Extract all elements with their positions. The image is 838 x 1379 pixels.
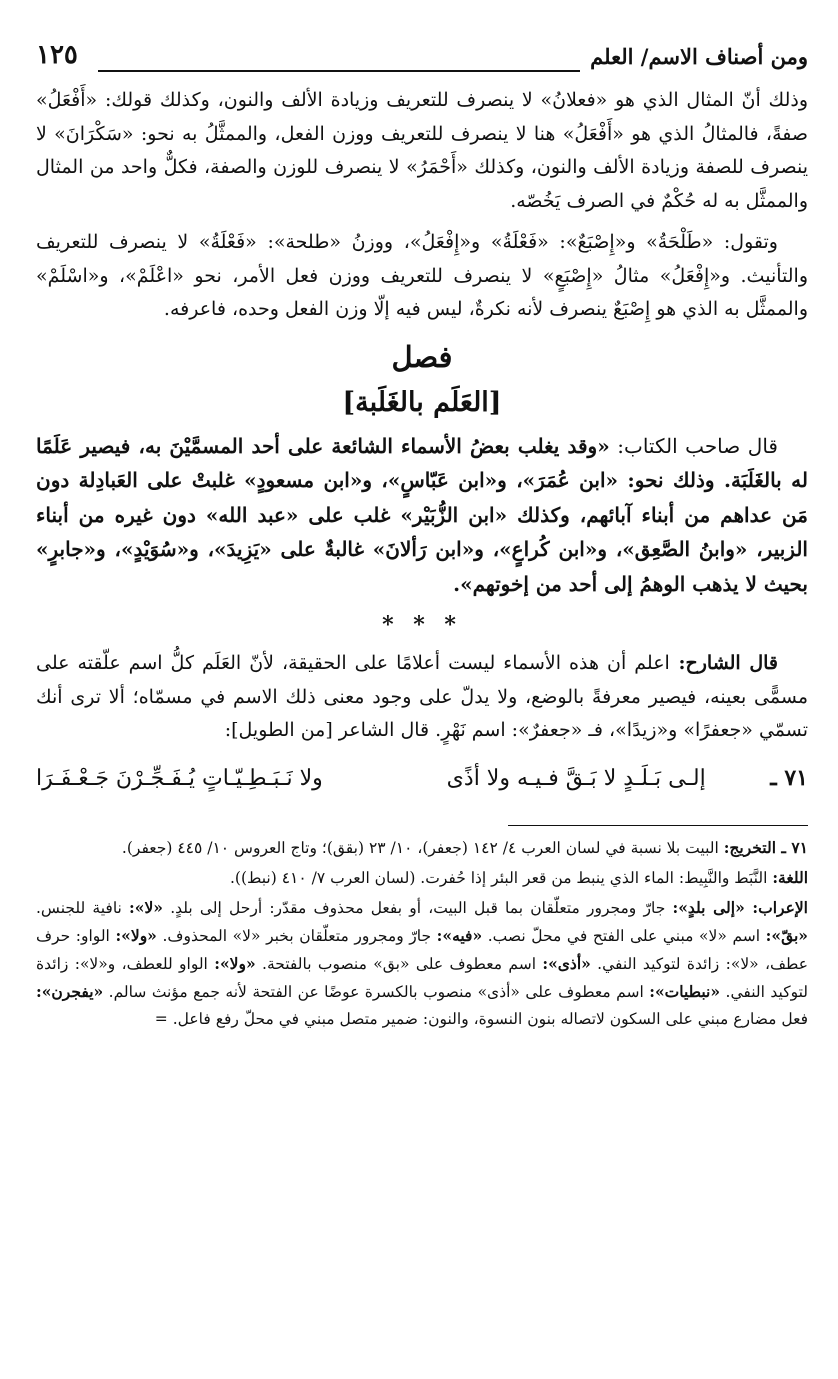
irab-label: الإعراب: bbox=[752, 897, 808, 917]
verse-hemistich-1: إلـى بَـلَـدٍ لا بَـقَّ فـيـه ولا أذًى bbox=[446, 765, 706, 791]
section-subtitle: [العَلَم بالغَلَبة] bbox=[342, 386, 502, 418]
continuation-mark: = bbox=[154, 1009, 168, 1028]
footnote-takhrij bbox=[36, 834, 808, 862]
poem-verse bbox=[36, 758, 808, 799]
takhrij-text: البيت بلا نسبة في لسان العرب ٤/ ١٤٢ (جعفر)، ١٠/ ٢٣ (بقق)؛ وتاج العروس ١٠/ ٤٤٥ (جعفر). bbox=[121, 838, 724, 857]
takhrij-label: ٧١ ـ التخريج: bbox=[723, 837, 808, 857]
commentary-lead: قال الشارح: bbox=[669, 652, 778, 674]
page-number: ١٢٥ bbox=[36, 40, 78, 70]
verse-hemistich-2: ولا نَـبَـطِـيّـاتٍ يُـفَـجِّـرْنَ جَـعْـفَـرَا bbox=[36, 765, 323, 791]
irab-term: «لا»: bbox=[129, 897, 163, 917]
irab-text: فعل مضارع مبني على السكون لاتصاله بنون النسوة، والنون: ضمير متصل مبني في محلّ رفع فاعل. bbox=[172, 1009, 808, 1028]
footnote-lugha bbox=[36, 864, 808, 892]
header-rule bbox=[98, 70, 580, 72]
irab-term: «أذى»: bbox=[542, 953, 591, 973]
running-title: ومن أصناف الاسم/ العلم bbox=[590, 44, 808, 69]
section-title: فصل bbox=[391, 339, 453, 374]
irab-term: «نبطيات»: bbox=[649, 981, 721, 1001]
book-page bbox=[36, 40, 809, 1033]
irab-term: «ولا»: bbox=[214, 953, 256, 973]
footnote-irab bbox=[36, 894, 808, 1033]
irab-term: «يفجرن»: bbox=[36, 981, 104, 1001]
irab-text: الواو للعطف، و«لا»: زائدة لتوكيد النفي. bbox=[36, 954, 808, 1001]
lugha-text: النَّبَط والنَّبِيط: الماء الذي ينبط من قعر البئر إذا حُفرت. (لسان العرب ٧/ ٤١٠ (نبط)). bbox=[230, 868, 773, 887]
irab-text: اسم معطوف على «أذى» منصوب بالكسرة عوضًا عن الفتحة لأنه جمع مؤنث سالم. bbox=[103, 982, 650, 1001]
author-quote bbox=[36, 429, 808, 602]
irab-text: اسم «لا» مبني على الفتح في محلّ نصب. bbox=[482, 926, 766, 945]
body-paragraph-1: وذلك أنّ المثال الذي هو «فعلانُ» لا ينصرف للتعريف وزيادة الألف والنون، وكذلك قولك: «أَفْعَلُ» صفةً، فالمثالُ الذي هو «أَفْعَلُ» هنا لا ينصرف للتعريف ووزن الفعل، والممثَّلُ به نحو: «سَكْرَانَ» لا ينصرف للصفة وزيادة الألف والنون، وكذلك «أَحْمَرُ» لا ينصرف للوزن والصفة، فكلٌّ واحد من المثال والممثَّل به له حُكْمٌ في الصرف يَخُصّه. bbox=[36, 89, 808, 212]
irab-term: «بقّ»: bbox=[765, 925, 808, 945]
footnotes bbox=[36, 834, 808, 1033]
irab-term: «إلى بلدٍ»: bbox=[672, 897, 753, 917]
quote-text: «وقد يغلب بعضُ الأسماء الشائعة على أحد المسمَّيْنَ به، فيصير عَلَمًا له بالغَلَبَة. وذلك نحو: «ابن عُمَرَ»، و«ابن عَبّاسٍ»، و«ابن مسعودٍ» غلبتْ على العَبادِلة دون مَن عداهم من أبناء آبائهم، وكذلك «ابن الزُّبَيْر» غلب على «عبد الله» دون غيره من أبناء الزبير، «وابنُ الصَّعِق»، و«ابن كُراعٍ»، و«ابن رَألانَ» غالبةٌ على «يَزِيدَ»، و«سُوَيْدٍ»، و«جابرٍ» بحيث لا يذهب الوهمُ إلى أحد من إخوتهم». bbox=[36, 433, 808, 596]
footnote-rule bbox=[508, 825, 808, 826]
irab-term: «ولا»: bbox=[115, 925, 157, 945]
section-separator: * * * bbox=[382, 612, 462, 638]
lugha-label: اللغة: bbox=[772, 867, 808, 887]
commentary-text: اعلم أن هذه الأسماء ليست أعلامًا على الحقيقة، لأنّ العَلَم كلُّ اسم علّقته على مسمًّى بعينه، فيصير معرفةً بالوضع، ولا يدلّ على وجود معنى ذلك الاسم في مسمّاه؛ ألا ترى أنك تسمّي «جعفرًا» و«زيدًا»، فـ «جعفرٌ»: اسم نَهْرٍ. قال الشاعر [من الطويل]: bbox=[36, 652, 808, 741]
quote-intro: قال صاحب الكتاب: bbox=[609, 433, 778, 458]
irab-text: نافية للجنس. bbox=[36, 898, 130, 917]
page-header bbox=[36, 40, 808, 84]
verse-number: ٧١ ـ bbox=[770, 764, 808, 791]
irab-term: «فيه»: bbox=[436, 925, 483, 945]
irab-text: الواو: حرف عطف، «لا»: زائدة لتوكيد النفي. bbox=[36, 926, 809, 973]
irab-text: جارّ ومجرور متعلّقان بما قبل البيت، أو بفعل محذوف مقدّر: أرحل إلى بلدٍ. bbox=[170, 898, 673, 917]
irab-text: جارّ ومجرور متعلّقان بخبر «لا» المحذوف. bbox=[156, 926, 437, 945]
body-paragraph-2: وتقول: «طَلْحَةُ» و«إِصْبَعٌ»: «فَعْلَةُ» و«إِفْعَلُ»، ووزنُ «طلحة»: «فَعْلَةُ» لا ينصرف للتعريف والتأنيث. و«إِفْعَلُ» مثالُ «إِصْبَعٍ» لا ينصرف للتعريف ووزن فعل الأمر، نحو «اعْلَمْ»، و«اسْلَمْ» والممثَّل به الذي هو إِصْبَعٌ ينصرف لأنه نكرةٌ، ليس فيه إلّا وزن الفعل وحده، فاعرفه. bbox=[36, 231, 808, 320]
irab-text: اسم معطوف على «بق» منصوب بالفتحة. bbox=[255, 954, 543, 973]
commentary-paragraph bbox=[36, 647, 808, 748]
